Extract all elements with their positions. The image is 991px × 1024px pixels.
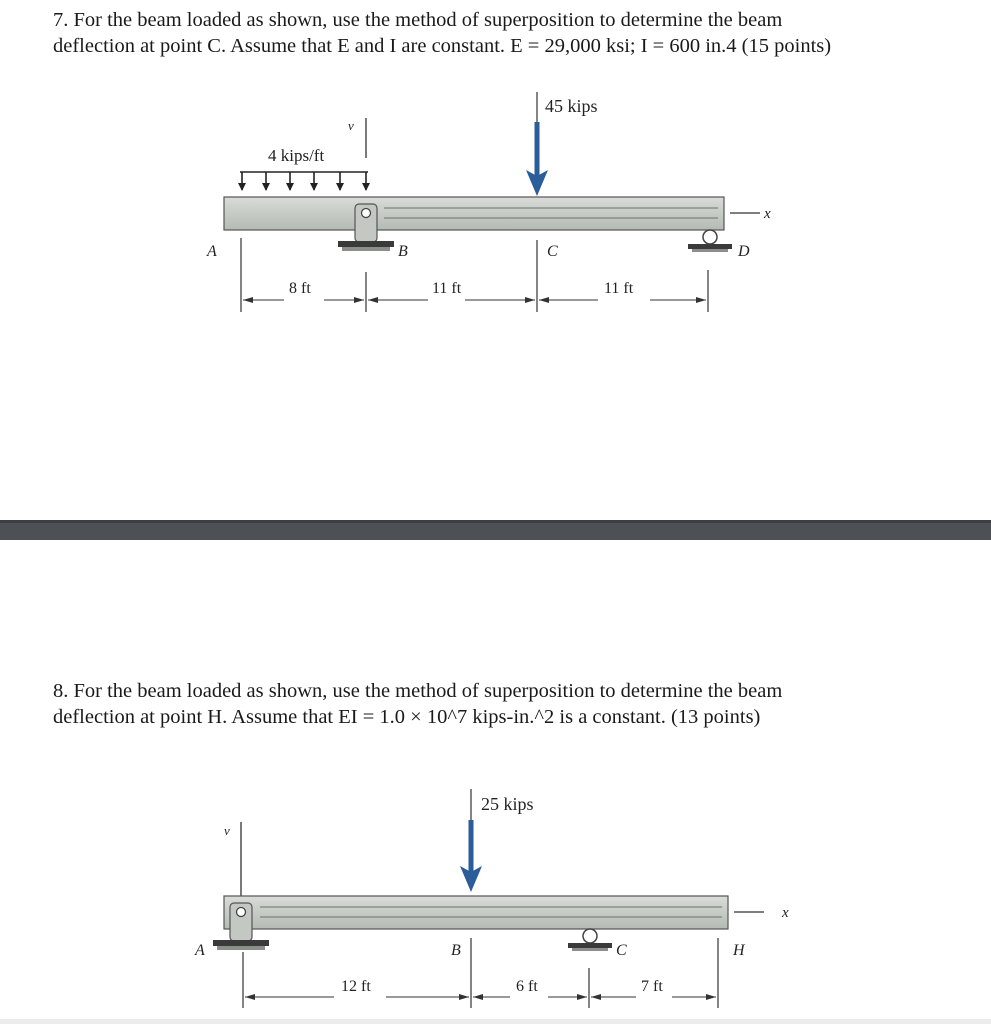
dimension-ab-label: 12 ft	[341, 978, 371, 995]
dimension-ab-label: 8 ft	[289, 280, 311, 297]
dimension-bc-label: 6 ft	[516, 978, 538, 995]
point-h-label: H	[733, 942, 745, 959]
point-d-label: D	[738, 243, 750, 260]
distributed-load-arrows	[240, 172, 368, 190]
beam	[224, 896, 728, 929]
section-divider	[0, 520, 991, 540]
bottom-scroll-strip	[0, 1019, 991, 1024]
beam	[224, 197, 724, 230]
distributed-load-label: 4 kips/ft	[268, 146, 325, 165]
point-load-label: 25 kips	[481, 794, 534, 814]
point-a-label: A	[195, 942, 205, 959]
point-load-arrow	[460, 820, 482, 892]
point-a-label: A	[207, 243, 217, 260]
roller-support-c	[568, 929, 612, 951]
problem-7-line-2: deflection at point C. Assume that E and I are constant. E = 29,000 ksi; I = 600 in.4 (15 points)	[53, 35, 832, 57]
x-axis-label: x	[764, 206, 771, 222]
point-b-label: B	[398, 243, 408, 260]
v-axis-label: v	[348, 118, 354, 133]
roller-support-d	[688, 230, 732, 252]
point-load-arrow	[526, 122, 548, 196]
point-c-label: C	[547, 243, 558, 260]
x-axis-label: x	[782, 905, 789, 921]
problem-7-line-1: 7. For the beam loaded as shown, use the method of superposition to determine the beam	[53, 9, 783, 31]
point-load-label: 45 kips	[545, 96, 598, 116]
point-c-label: C	[616, 942, 627, 959]
problem-8-line-1: 8. For the beam loaded as shown, use the method of superposition to determine the beam	[53, 680, 783, 702]
dimension-ch-label: 7 ft	[641, 978, 663, 995]
problem-8-line-2: deflection at point H. Assume that EI = 1.0 × 10^7 kips-in.^2 is a constant. (13 points)	[53, 706, 761, 728]
problem-8-beam-figure	[0, 540, 991, 1024]
point-b-label: B	[451, 942, 461, 959]
dimension-cd-label: 11 ft	[604, 280, 634, 297]
v-axis-label: v	[224, 823, 230, 838]
dimension-bc-label: 11 ft	[432, 280, 462, 297]
dimension-extension-lines	[241, 238, 708, 312]
